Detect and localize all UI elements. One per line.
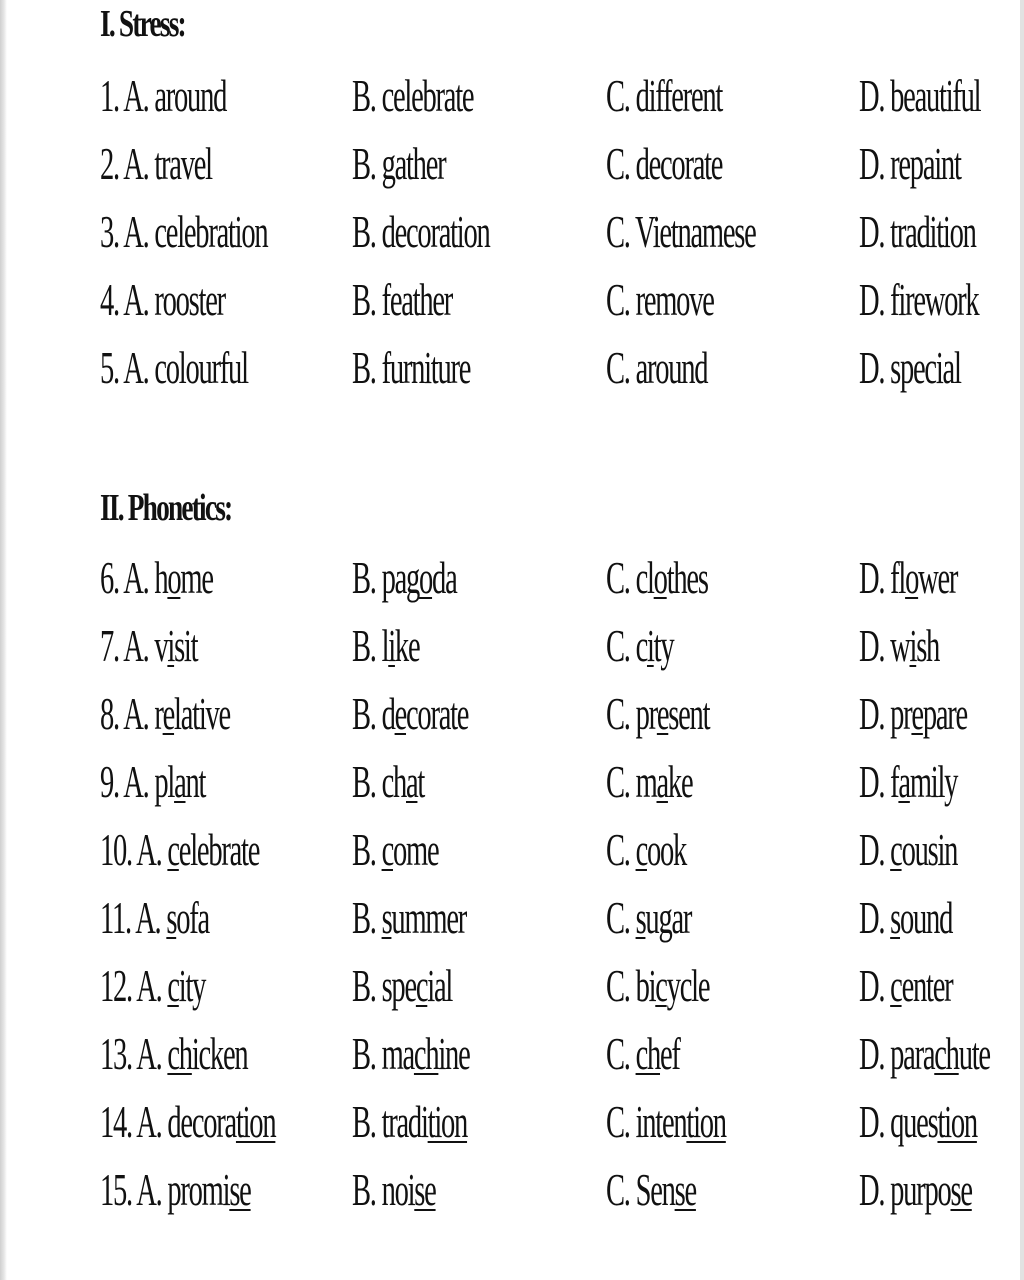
option-b: B. gather <box>352 138 446 189</box>
option-c: C. make <box>606 756 693 807</box>
option-c: C. chef <box>606 1028 680 1079</box>
stress-question-5 <box>100 338 1000 406</box>
option-c: C. decorate <box>606 138 723 189</box>
underlined-sound: se <box>674 1164 696 1215</box>
option-b: B. feather <box>352 274 453 325</box>
underlined-sound: i <box>388 620 395 671</box>
underlined-sound: se <box>229 1164 251 1215</box>
option-b: B. chat <box>352 756 425 807</box>
option-b: B. like <box>352 620 420 671</box>
underlined-sound: c <box>415 960 428 1011</box>
option-a: 4. A. rooster <box>100 274 225 325</box>
option-d: D. question <box>859 1096 977 1147</box>
option-a: 14. A. decoration <box>100 1096 276 1147</box>
stress-question-2 <box>100 134 1000 202</box>
option-d: D. beautiful <box>859 70 981 121</box>
underlined-sound: ch <box>934 1028 959 1079</box>
underlined-sound: a <box>406 756 418 807</box>
phonetics-question-7 <box>100 616 1000 684</box>
option-d: D. wish <box>859 620 940 671</box>
option-a: 5. A. colourful <box>100 342 248 393</box>
stress-section <box>100 2 218 46</box>
underlined-sound: e <box>911 688 923 739</box>
option-c: C. Vietnamese <box>606 206 756 257</box>
option-b: B. noise <box>352 1164 436 1215</box>
option-c: C. intention <box>606 1096 726 1147</box>
option-a: 11. A. sofa <box>100 892 209 943</box>
underlined-sound: c <box>890 960 902 1011</box>
phonetics-question-10 <box>100 820 1000 888</box>
option-b: B. come <box>352 824 439 875</box>
option-a: 12. A. city <box>100 960 206 1011</box>
option-a: 8. A. relative <box>100 688 230 739</box>
option-b: B. celebrate <box>352 70 474 121</box>
underlined-sound: a <box>898 756 910 807</box>
option-c: C. around <box>606 342 708 393</box>
option-d: D. firework <box>859 274 979 325</box>
option-c: C. different <box>606 70 723 121</box>
underlined-sound: ch <box>413 1028 439 1079</box>
phonetics-section <box>100 486 282 530</box>
underlined-sound: i <box>909 620 917 671</box>
underlined-sound: s <box>381 892 392 943</box>
underlined-sound: o <box>167 552 181 603</box>
section-heading-phonetics: II. Phonetics: <box>100 487 232 529</box>
underlined-sound: c <box>635 824 647 875</box>
worksheet <box>100 0 1000 1280</box>
stress-question-1 <box>100 66 1000 134</box>
option-d: D. sound <box>859 892 953 943</box>
option-d: D. special <box>859 342 961 393</box>
option-d: D. repaint <box>859 138 961 189</box>
phonetics-question-6 <box>100 548 1000 616</box>
option-a: 6. A. home <box>100 552 213 603</box>
option-a: 10. A. celebrate <box>100 824 260 875</box>
phonetics-question-11 <box>100 888 1000 956</box>
underlined-sound: c <box>655 960 667 1011</box>
option-b: B. tradition <box>352 1096 468 1147</box>
underlined-sound: a <box>174 756 186 807</box>
underlined-sound: s <box>635 892 646 943</box>
page-left-edge <box>0 0 7 1280</box>
phonetics-question-9 <box>100 752 1000 820</box>
option-c: C. remove <box>606 274 714 325</box>
option-c: C. city <box>606 620 674 671</box>
option-b: B. pagoda <box>352 552 457 603</box>
underlined-sound: a <box>656 756 668 807</box>
option-b: B. summer <box>352 892 467 943</box>
phonetics-question-8 <box>100 684 1000 752</box>
option-d: D. family <box>859 756 958 807</box>
option-c: C. Sense <box>606 1164 696 1215</box>
phonetics-question-15 <box>100 1160 1000 1228</box>
option-a: 1. A. around <box>100 70 227 121</box>
option-b: B. machine <box>352 1028 470 1079</box>
page-right-edge <box>1020 0 1024 1280</box>
option-d: D. purpose <box>859 1164 972 1215</box>
option-d: D. prepare <box>859 688 967 739</box>
phonetics-question-13 <box>100 1024 1000 1092</box>
underlined-sound: tion <box>427 1096 468 1147</box>
underlined-sound: o <box>419 552 433 603</box>
option-b: B. furniture <box>352 342 471 393</box>
underlined-sound: e <box>162 688 175 739</box>
phonetics-question-14 <box>100 1092 1000 1160</box>
option-c: C. cook <box>606 824 687 875</box>
underlined-sound: e <box>394 688 407 739</box>
option-d: D. tradition <box>859 206 976 257</box>
underlined-sound: tion <box>235 1096 276 1147</box>
option-a: 2. A. travel <box>100 138 212 189</box>
option-b: B. decoration <box>352 206 490 257</box>
underlined-sound: c <box>890 824 902 875</box>
option-d: D. flower <box>859 552 958 603</box>
underlined-sound: s <box>166 892 177 943</box>
option-a: 15. A. promise <box>100 1164 251 1215</box>
option-c: C. sugar <box>606 892 692 943</box>
option-d: D. parachute <box>859 1028 990 1079</box>
option-b: B. special <box>352 960 453 1011</box>
underlined-sound: e <box>656 688 669 739</box>
underlined-sound: c <box>381 824 393 875</box>
underlined-sound: o <box>905 552 919 603</box>
stress-question-4 <box>100 270 1000 338</box>
underlined-sound: c <box>167 824 179 875</box>
phonetics-question-12 <box>100 956 1000 1024</box>
option-a: 3. A. celebration <box>100 206 268 257</box>
option-a: 13. A. chicken <box>100 1028 248 1079</box>
underlined-sound: s <box>890 892 901 943</box>
underlined-sound: ch <box>635 1028 661 1079</box>
underlined-sound: i <box>646 620 654 671</box>
underlined-sound: tion <box>686 1096 726 1147</box>
underlined-sound: ch <box>167 1028 192 1079</box>
option-d: D. center <box>859 960 953 1011</box>
option-d: D. cousin <box>859 824 958 875</box>
option-c: C. bicycle <box>606 960 710 1011</box>
underlined-sound: se <box>950 1164 972 1215</box>
section-heading-stress: I. Stress: <box>100 3 185 45</box>
underlined-sound: se <box>414 1164 436 1215</box>
underlined-sound: i <box>167 620 175 671</box>
underlined-sound: c <box>167 960 179 1011</box>
option-b: B. decorate <box>352 688 469 739</box>
underlined-sound: o <box>653 552 667 603</box>
option-a: 7. A. visit <box>100 620 198 671</box>
option-a: 9. A. plant <box>100 756 206 807</box>
option-c: C. present <box>606 688 710 739</box>
stress-question-3 <box>100 202 1000 270</box>
option-c: C. clothes <box>606 552 708 603</box>
underlined-sound: tion <box>937 1096 977 1147</box>
